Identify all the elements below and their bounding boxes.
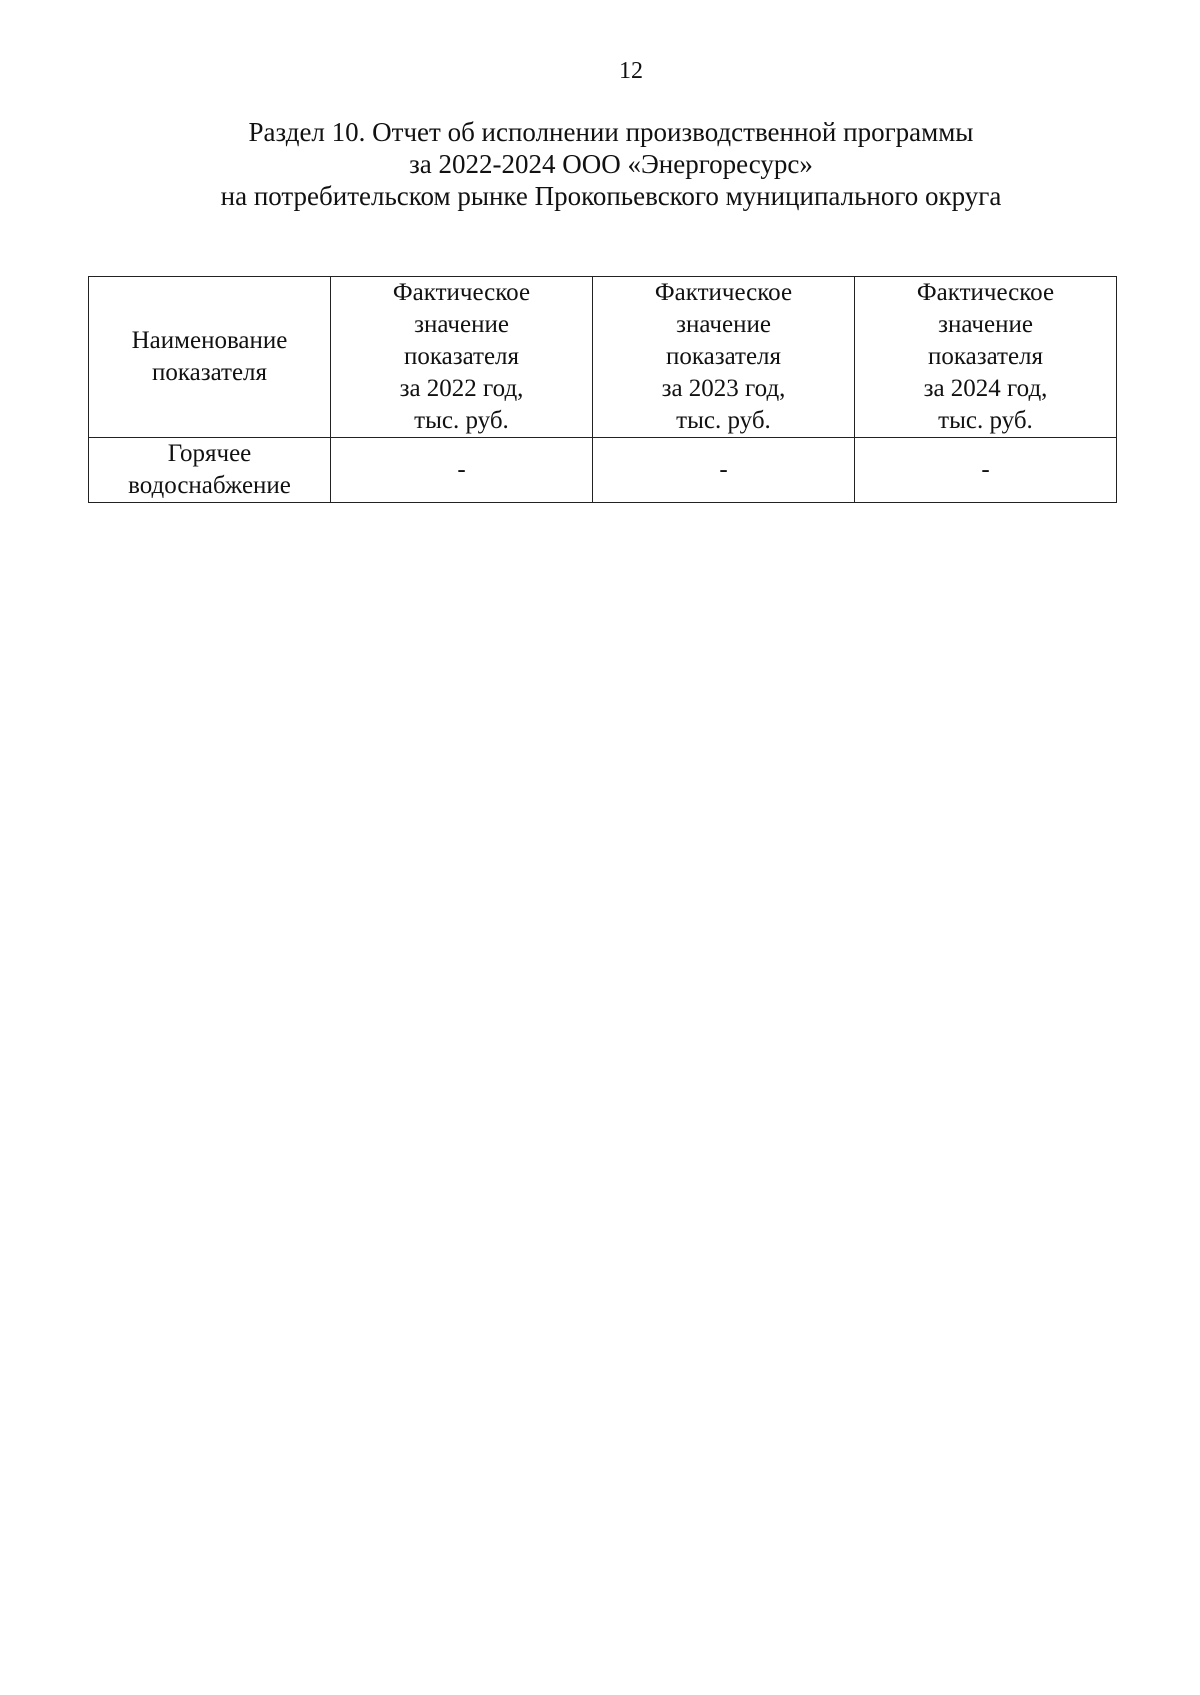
table-header-row	[89, 277, 1117, 438]
header-text-line: тыс. руб.	[676, 407, 771, 434]
row-value-2023: -	[593, 438, 855, 503]
header-text-line: тыс. руб.	[414, 407, 509, 434]
header-value-2022	[331, 277, 593, 438]
row-name-line: водоснабжение	[128, 472, 291, 499]
header-text-line: значение	[414, 311, 509, 338]
header-text-line: показателя	[403, 343, 520, 370]
header-text-line: Фактическое	[916, 279, 1055, 306]
row-indicator-name	[89, 438, 331, 503]
header-value-2024	[855, 277, 1117, 438]
header-indicator-name	[89, 277, 331, 438]
table-row	[89, 438, 1117, 503]
header-text-line: Наименование	[131, 327, 288, 354]
header-text-line: Фактическое	[392, 279, 531, 306]
header-text-line: показателя	[151, 359, 268, 386]
header-text-line: Фактическое	[654, 279, 793, 306]
section-title	[0, 116, 1200, 212]
section-title-line-2: за 2022-2024 ООО «Энергоресурс»	[409, 149, 813, 179]
header-text-line: за 2022 год,	[399, 375, 524, 402]
header-text-line: тыс. руб.	[938, 407, 1033, 434]
header-text-line: значение	[676, 311, 771, 338]
header-text-line: значение	[938, 311, 1033, 338]
report-table	[88, 276, 1117, 503]
header-text-line: показателя	[927, 343, 1044, 370]
section-title-line-3: на потребительском рынке Прокопьевского муниципального округа	[220, 181, 1002, 211]
page-number: 12	[619, 58, 643, 84]
row-value-2024: -	[855, 438, 1117, 503]
row-value-2022: -	[331, 438, 593, 503]
header-text-line: показателя	[665, 343, 782, 370]
section-title-line-1: Раздел 10. Отчет об исполнении производственной программы	[248, 117, 974, 147]
header-value-2023	[593, 277, 855, 438]
header-text-line: за 2024 год,	[923, 375, 1048, 402]
header-text-line: за 2023 год,	[661, 375, 786, 402]
row-name-line: Горячее	[167, 440, 252, 467]
